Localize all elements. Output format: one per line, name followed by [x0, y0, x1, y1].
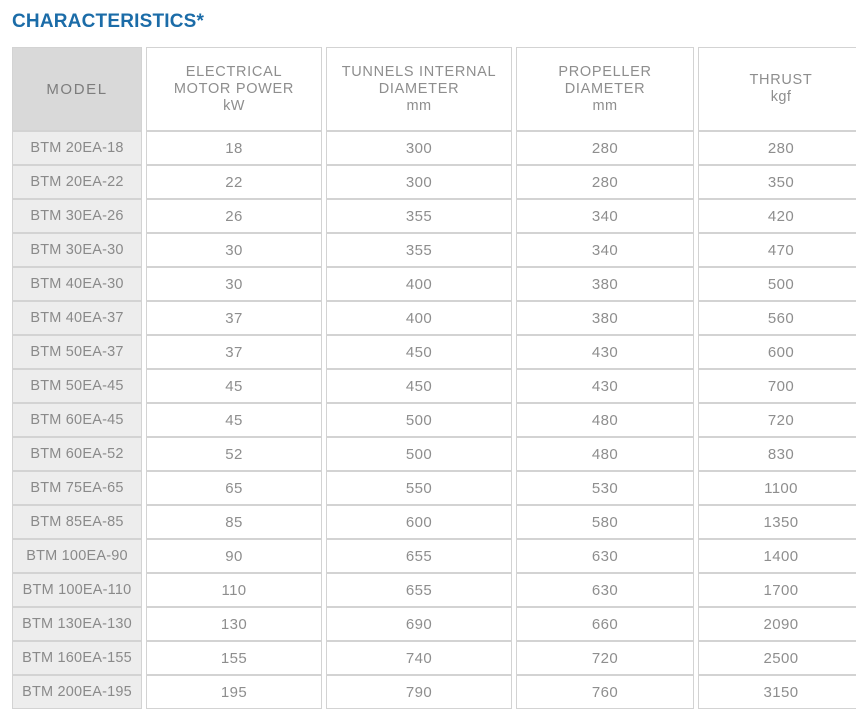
table-row: [12, 301, 856, 335]
table-header-row: [12, 47, 856, 131]
cell-electrical-motor-power: 45: [146, 403, 322, 437]
cell-tunnels-internal-diameter: 550: [326, 471, 512, 505]
cell-model: BTM 85EA-85: [12, 505, 142, 539]
column-header-power-line2: MOTOR POWER: [173, 80, 295, 97]
column-header-propeller-line1: PROPELLER: [558, 63, 652, 80]
cell-thrust: 720: [698, 403, 856, 437]
cell-model: BTM 100EA-90: [12, 539, 142, 573]
table-row: [12, 573, 856, 607]
table-row: [12, 607, 856, 641]
cell-electrical-motor-power: 130: [146, 607, 322, 641]
cell-electrical-motor-power: 195: [146, 675, 322, 709]
cell-propeller-diameter: 480: [516, 437, 694, 471]
cell-thrust: 1700: [698, 573, 856, 607]
cell-thrust: 1400: [698, 539, 856, 573]
table-row: [12, 267, 856, 301]
cell-electrical-motor-power: 110: [146, 573, 322, 607]
cell-thrust: 420: [698, 199, 856, 233]
cell-thrust: 2090: [698, 607, 856, 641]
cell-thrust: 700: [698, 369, 856, 403]
cell-propeller-diameter: 340: [516, 233, 694, 267]
column-header-tunnel-line2: DIAMETER: [378, 80, 460, 97]
cell-thrust: 280: [698, 131, 856, 165]
cell-model: BTM 75EA-65: [12, 471, 142, 505]
column-header-power-unit: kW: [223, 97, 245, 114]
column-header-thrust-unit: kgf: [770, 89, 792, 105]
cell-model: BTM 100EA-110: [12, 573, 142, 607]
cell-propeller-diameter: 630: [516, 539, 694, 573]
table-row: [12, 199, 856, 233]
cell-model: BTM 40EA-37: [12, 301, 142, 335]
table-row: [12, 539, 856, 573]
column-header-propeller-line2: DIAMETER: [564, 80, 646, 97]
cell-electrical-motor-power: 45: [146, 369, 322, 403]
column-header-tunnel-line1: TUNNELS INTERNAL: [341, 63, 497, 80]
column-header-model-label: MODEL: [46, 80, 108, 98]
table-header: [12, 47, 856, 131]
cell-model: BTM 50EA-37: [12, 335, 142, 369]
cell-thrust: 1100: [698, 471, 856, 505]
characteristics-page: [0, 6, 856, 701]
table-row: [12, 675, 856, 709]
cell-model: BTM 40EA-30: [12, 267, 142, 301]
column-header-power-line1: ELECTRICAL: [185, 63, 283, 80]
column-header-tunnel-unit: mm: [406, 97, 432, 114]
cell-tunnels-internal-diameter: 500: [326, 403, 512, 437]
cell-electrical-motor-power: 155: [146, 641, 322, 675]
column-header-propeller-diameter: [516, 47, 694, 131]
cell-propeller-diameter: 430: [516, 369, 694, 403]
cell-electrical-motor-power: 30: [146, 267, 322, 301]
column-header-propeller-unit: mm: [592, 97, 618, 114]
cell-model: BTM 50EA-45: [12, 369, 142, 403]
cell-electrical-motor-power: 22: [146, 165, 322, 199]
cell-electrical-motor-power: 26: [146, 199, 322, 233]
cell-tunnels-internal-diameter: 400: [326, 267, 512, 301]
cell-model: BTM 200EA-195: [12, 675, 142, 709]
cell-electrical-motor-power: 37: [146, 335, 322, 369]
cell-thrust: 560: [698, 301, 856, 335]
cell-tunnels-internal-diameter: 450: [326, 369, 512, 403]
cell-electrical-motor-power: 18: [146, 131, 322, 165]
cell-propeller-diameter: 630: [516, 573, 694, 607]
cell-tunnels-internal-diameter: 790: [326, 675, 512, 709]
cell-thrust: 500: [698, 267, 856, 301]
cell-propeller-diameter: 480: [516, 403, 694, 437]
cell-thrust: 1350: [698, 505, 856, 539]
column-header-model: [12, 47, 142, 131]
cell-tunnels-internal-diameter: 740: [326, 641, 512, 675]
cell-electrical-motor-power: 65: [146, 471, 322, 505]
table-row: [12, 369, 856, 403]
page-title: CHARACTERISTICS*: [12, 11, 205, 32]
cell-tunnels-internal-diameter: 355: [326, 199, 512, 233]
cell-propeller-diameter: 340: [516, 199, 694, 233]
cell-propeller-diameter: 280: [516, 165, 694, 199]
table-row: [12, 641, 856, 675]
cell-thrust: 2500: [698, 641, 856, 675]
table-row: [12, 403, 856, 437]
cell-electrical-motor-power: 52: [146, 437, 322, 471]
cell-propeller-diameter: 580: [516, 505, 694, 539]
cell-propeller-diameter: 280: [516, 131, 694, 165]
cell-propeller-diameter: 430: [516, 335, 694, 369]
cell-electrical-motor-power: 37: [146, 301, 322, 335]
cell-tunnels-internal-diameter: 355: [326, 233, 512, 267]
cell-model: BTM 20EA-18: [12, 131, 142, 165]
table-row: [12, 131, 856, 165]
cell-propeller-diameter: 760: [516, 675, 694, 709]
cell-thrust: 3150: [698, 675, 856, 709]
column-header-thrust: [698, 47, 856, 131]
cell-tunnels-internal-diameter: 300: [326, 165, 512, 199]
table-row: [12, 335, 856, 369]
cell-propeller-diameter: 660: [516, 607, 694, 641]
column-header-tunnel-diameter: [326, 47, 512, 131]
cell-tunnels-internal-diameter: 655: [326, 573, 512, 607]
cell-electrical-motor-power: 85: [146, 505, 322, 539]
cell-electrical-motor-power: 90: [146, 539, 322, 573]
table-row: [12, 165, 856, 199]
table-row: [12, 505, 856, 539]
cell-tunnels-internal-diameter: 600: [326, 505, 512, 539]
cell-thrust: 470: [698, 233, 856, 267]
cell-tunnels-internal-diameter: 500: [326, 437, 512, 471]
table-row: [12, 437, 856, 471]
cell-tunnels-internal-diameter: 400: [326, 301, 512, 335]
cell-model: BTM 60EA-52: [12, 437, 142, 471]
cell-model: BTM 130EA-130: [12, 607, 142, 641]
cell-propeller-diameter: 380: [516, 267, 694, 301]
cell-thrust: 600: [698, 335, 856, 369]
cell-model: BTM 20EA-22: [12, 165, 142, 199]
cell-thrust: 350: [698, 165, 856, 199]
cell-propeller-diameter: 530: [516, 471, 694, 505]
table-body: [12, 131, 856, 709]
cell-thrust: 830: [698, 437, 856, 471]
cell-model: BTM 30EA-30: [12, 233, 142, 267]
characteristics-table: [8, 47, 856, 709]
cell-propeller-diameter: 720: [516, 641, 694, 675]
column-header-thrust-line1: THRUST: [749, 72, 813, 88]
cell-tunnels-internal-diameter: 450: [326, 335, 512, 369]
cell-tunnels-internal-diameter: 655: [326, 539, 512, 573]
cell-model: BTM 60EA-45: [12, 403, 142, 437]
table-row: [12, 471, 856, 505]
cell-model: BTM 160EA-155: [12, 641, 142, 675]
cell-electrical-motor-power: 30: [146, 233, 322, 267]
column-header-power: [146, 47, 322, 131]
cell-tunnels-internal-diameter: 690: [326, 607, 512, 641]
cell-tunnels-internal-diameter: 300: [326, 131, 512, 165]
table-row: [12, 233, 856, 267]
cell-model: BTM 30EA-26: [12, 199, 142, 233]
cell-propeller-diameter: 380: [516, 301, 694, 335]
